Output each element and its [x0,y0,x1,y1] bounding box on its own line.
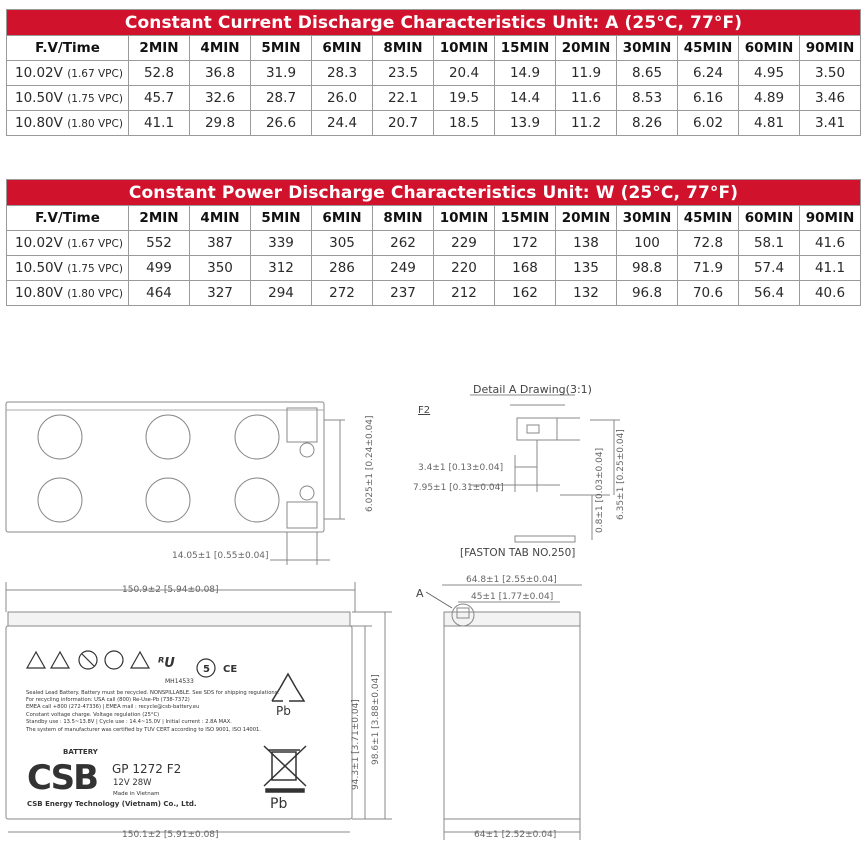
value-cell: 28.3 [312,61,373,86]
label-text: For recycling information: USA call (800) Re-Use-Pb (738-7372) [26,697,190,703]
value-cell: 58.1 [739,231,800,256]
company-text: CSB Energy Technology (Vietnam) Co., Ltd. [27,800,197,808]
dim-text: 64.8±1 [2.55±0.04] [466,575,557,585]
value-cell: 26.6 [251,111,312,136]
header-cell: 90MIN [800,36,861,61]
value-cell: 387 [190,231,251,256]
current-table-title: Constant Current Discharge Characteristics Unit: A (25°C, 77°F) [7,10,861,36]
value-cell: 327 [190,281,251,306]
label-text: Sealed Lead Battery. Battery must be recycled. NONSPILLABLE. See SDS for shipping regulations. [26,690,280,696]
spec-text: 12V 28W [113,778,152,788]
header-cell: 4MIN [190,36,251,61]
dim-text: 94.3±1 [3.71±0.04] [351,699,361,790]
final-voltage-cell: 10.50V (1.75 VPC) [7,86,129,111]
detail-title: Detail A Drawing(3:1) [473,383,592,396]
value-cell: 262 [373,231,434,256]
brand-small: BATTERY [63,748,98,756]
side-view-drawing [442,585,582,840]
value-cell: 4.89 [739,86,800,111]
header-cell: 8MIN [373,36,434,61]
value-cell: 499 [129,256,190,281]
final-voltage-cell: 10.50V (1.75 VPC) [7,256,129,281]
value-cell: 41.6 [800,231,861,256]
header-cell: 45MIN [678,36,739,61]
header-cell: 10MIN [434,36,495,61]
header-cell: 6MIN [312,206,373,231]
header-cell: 60MIN [739,36,800,61]
value-cell: 70.6 [678,281,739,306]
recycle-icon [272,674,304,701]
value-cell: 8.53 [617,86,678,111]
faston-caption: [FASTON TAB NO.250] [460,547,576,559]
pb-text: Pb [276,704,291,718]
value-cell: 286 [312,256,373,281]
value-cell: 4.81 [739,111,800,136]
header-cell: 5MIN [251,36,312,61]
value-cell: 14.9 [495,61,556,86]
dim-text: 7.95±1 [0.31±0.04] [413,483,504,493]
value-cell: 56.4 [739,281,800,306]
value-cell: 13.9 [495,111,556,136]
acid-warning-icon [131,652,149,668]
value-cell: 100 [617,231,678,256]
crossed-bin-icon [264,746,306,792]
value-cell: 41.1 [129,111,190,136]
value-cell: 162 [495,281,556,306]
header-cell: 30MIN [617,206,678,231]
cell-cap-icon [146,478,190,522]
value-cell: 98.8 [617,256,678,281]
detail-tag: F2 [418,405,431,416]
value-cell: 28.7 [251,86,312,111]
value-cell: 3.46 [800,86,861,111]
value-cell: 339 [251,231,312,256]
dim-text: 6.025±1 [0.24±0.04] [365,415,375,512]
label-text: Constant voltage charge. Voltage regulation (25°C) [26,712,160,718]
value-cell: 4.95 [739,61,800,86]
value-cell: 40.6 [800,281,861,306]
header-cell: 60MIN [739,206,800,231]
value-cell: 135 [556,256,617,281]
dim-text: 150.9±2 [5.94±0.08] [122,585,219,595]
ul-number: MH14533 [165,678,194,685]
value-cell: 71.9 [678,256,739,281]
header-cell: 2MIN [129,36,190,61]
value-cell: 22.1 [373,86,434,111]
cell-cap-icon [235,478,279,522]
value-cell: 41.1 [800,256,861,281]
value-cell: 6.16 [678,86,739,111]
pb-text: Pb [270,796,288,812]
value-cell: 23.5 [373,61,434,86]
header-cell: 10MIN [434,206,495,231]
eye-protection-icon [105,651,123,669]
header-cell: 15MIN [495,36,556,61]
value-cell: 6.24 [678,61,739,86]
final-voltage-cell: 10.02V (1.67 VPC) [7,231,129,256]
value-cell: 350 [190,256,251,281]
value-cell: 32.6 [190,86,251,111]
detail-marker: A [416,587,424,600]
terminal-tab-icon [287,502,317,528]
cell-cap-icon [38,415,82,459]
header-cell: F.V/Time [7,36,129,61]
final-voltage-cell: 10.02V (1.67 VPC) [7,61,129,86]
value-cell: 312 [251,256,312,281]
value-cell: 72.8 [678,231,739,256]
value-cell: 26.0 [312,86,373,111]
value-cell: 57.4 [739,256,800,281]
power-table-title: Constant Power Discharge Characteristics Unit: W (25°C, 77°F) [7,180,861,206]
header-cell: 8MIN [373,206,434,231]
value-cell: 11.9 [556,61,617,86]
value-cell: 3.41 [800,111,861,136]
value-cell: 20.7 [373,111,434,136]
value-cell: 52.8 [129,61,190,86]
value-cell: 237 [373,281,434,306]
header-cell: 30MIN [617,36,678,61]
value-cell: 172 [495,231,556,256]
dim-text: 3.4±1 [0.13±0.04] [418,463,504,473]
value-cell: 229 [434,231,495,256]
label-text: The system of manufacturer was certified by TUV CERT according to ISO 9001, ISO 14001. [26,727,261,733]
origin-text: Made in Vietnam [113,791,160,797]
header-cell: 20MIN [556,206,617,231]
value-cell: 11.2 [556,111,617,136]
value-cell: 552 [129,231,190,256]
five-year-digit-icon: 5 [203,664,210,675]
label-text: Standby use : 13.5~13.8V | Cycle use : 14.4~15.0V | Initial current : 2.8A MAX. [26,719,232,725]
value-cell: 6.02 [678,111,739,136]
value-cell: 8.65 [617,61,678,86]
cell-cap-icon [38,478,82,522]
value-cell: 305 [312,231,373,256]
dim-text: 6.35±1 [0.25±0.04] [616,429,626,520]
header-cell: 2MIN [129,206,190,231]
product-label [25,651,306,812]
header-cell: 90MIN [800,206,861,231]
value-cell: 45.7 [129,86,190,111]
value-cell: 132 [556,281,617,306]
terminal-tab-icon [287,408,317,442]
dim-text: 64±1 [2.52±0.04] [474,830,557,840]
header-cell: F.V/Time [7,206,129,231]
value-cell: 249 [373,256,434,281]
label-text: EMEA call +800 (272-47336) | EMEA mail : recycle@csb-battery.eu [26,704,200,710]
dim-text: 98.6±1 [3.88±0.04] [371,674,381,765]
value-cell: 14.4 [495,86,556,111]
final-voltage-cell: 10.80V (1.80 VPC) [7,281,129,306]
dim-text: 45±1 [1.77±0.04] [471,592,554,602]
value-cell: 8.26 [617,111,678,136]
value-cell: 168 [495,256,556,281]
dim-text: 0.8±1 [0.03±0.04] [595,447,605,533]
value-cell: 294 [251,281,312,306]
value-cell: 18.5 [434,111,495,136]
warning-icon [27,652,45,668]
value-cell: 272 [312,281,373,306]
value-cell: 464 [129,281,190,306]
top-view-drawing [6,402,345,565]
dim-text: 14.05±1 [0.55±0.04] [172,551,269,561]
value-cell: 31.9 [251,61,312,86]
cell-cap-icon [146,415,190,459]
header-cell: 20MIN [556,36,617,61]
final-voltage-cell: 10.80V (1.80 VPC) [7,111,129,136]
header-cell: 4MIN [190,206,251,231]
csb-logo: CSB [27,758,97,798]
value-cell: 138 [556,231,617,256]
value-cell: 19.5 [434,86,495,111]
cell-cap-icon [235,415,279,459]
value-cell: 36.8 [190,61,251,86]
value-cell: 24.4 [312,111,373,136]
header-cell: 5MIN [251,206,312,231]
dim-text: 150.1±2 [5.91±0.08] [122,830,219,840]
value-cell: 3.50 [800,61,861,86]
caution-icon [51,652,69,668]
ur-mark-icon: ᴿU [158,656,175,671]
value-cell: 212 [434,281,495,306]
value-cell: 29.8 [190,111,251,136]
header-cell: 45MIN [678,206,739,231]
value-cell: 20.4 [434,61,495,86]
value-cell: 11.6 [556,86,617,111]
model-text: GP 1272 F2 [112,762,182,776]
value-cell: 220 [434,256,495,281]
header-cell: 6MIN [312,36,373,61]
ce-mark: CE [223,664,238,675]
header-cell: 15MIN [495,206,556,231]
value-cell: 96.8 [617,281,678,306]
